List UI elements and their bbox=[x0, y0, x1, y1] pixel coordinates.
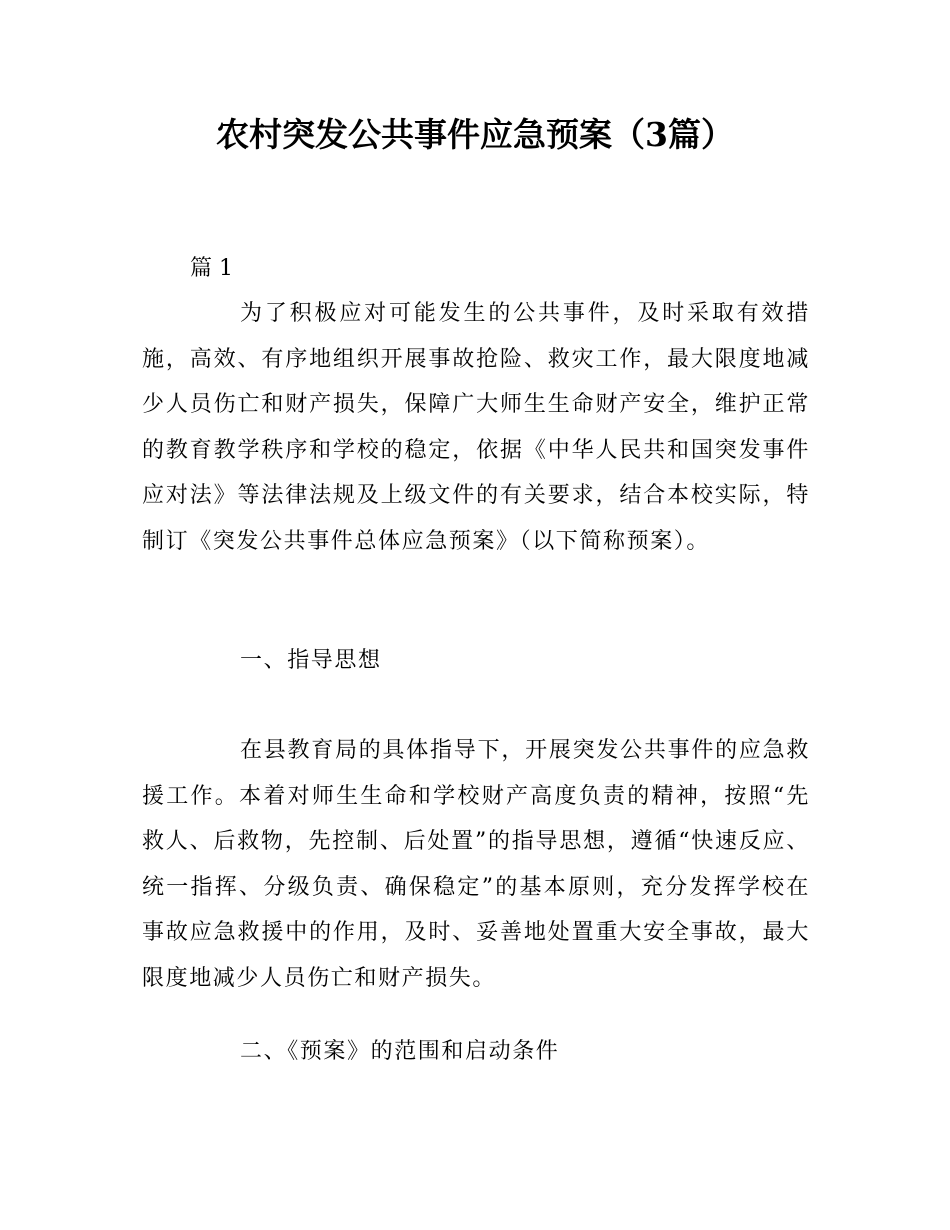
document-title: 农村突发公共事件应急预案（3篇） bbox=[216, 115, 734, 154]
heading-guiding-ideology: 一、指导思想 bbox=[240, 648, 382, 673]
intro-paragraph: 为了积极应对可能发生的公共事件，及时采取有效措施，高效、有序地组织开展事故抢险、救灾工作，最大限度地减少人员伤亡和财产损失，保障广大师生生命财产安全，维护正常的教育教学秩序和学校的稳定，依据《中华人民共和国突发事件应对法》等法律法规及上级文件的有关要求，结合本校实际，特制订《突发公共事件总体应急预案》（以下简称预案）。 bbox=[142, 301, 810, 554]
heading-scope-and-conditions: 二、《预案》的范围和启动条件 bbox=[240, 1039, 560, 1064]
guiding-paragraph: 在县教育局的具体指导下，开展突发公共事件的应急救援工作。本着对师生生命和学校财产高度负责的精神，按照“先救人、后救物，先控制、后处置”的指导思想，遵循“快速反应、统一指挥、分级负责、确保稳定”的基本原则，充分发挥学校在事故应急救援中的作用，及时、妥善地处置重大安全事故，最大限度地减少人员伤亡和财产损失。 bbox=[142, 738, 810, 991]
section-label: 篇 1 bbox=[190, 256, 233, 281]
